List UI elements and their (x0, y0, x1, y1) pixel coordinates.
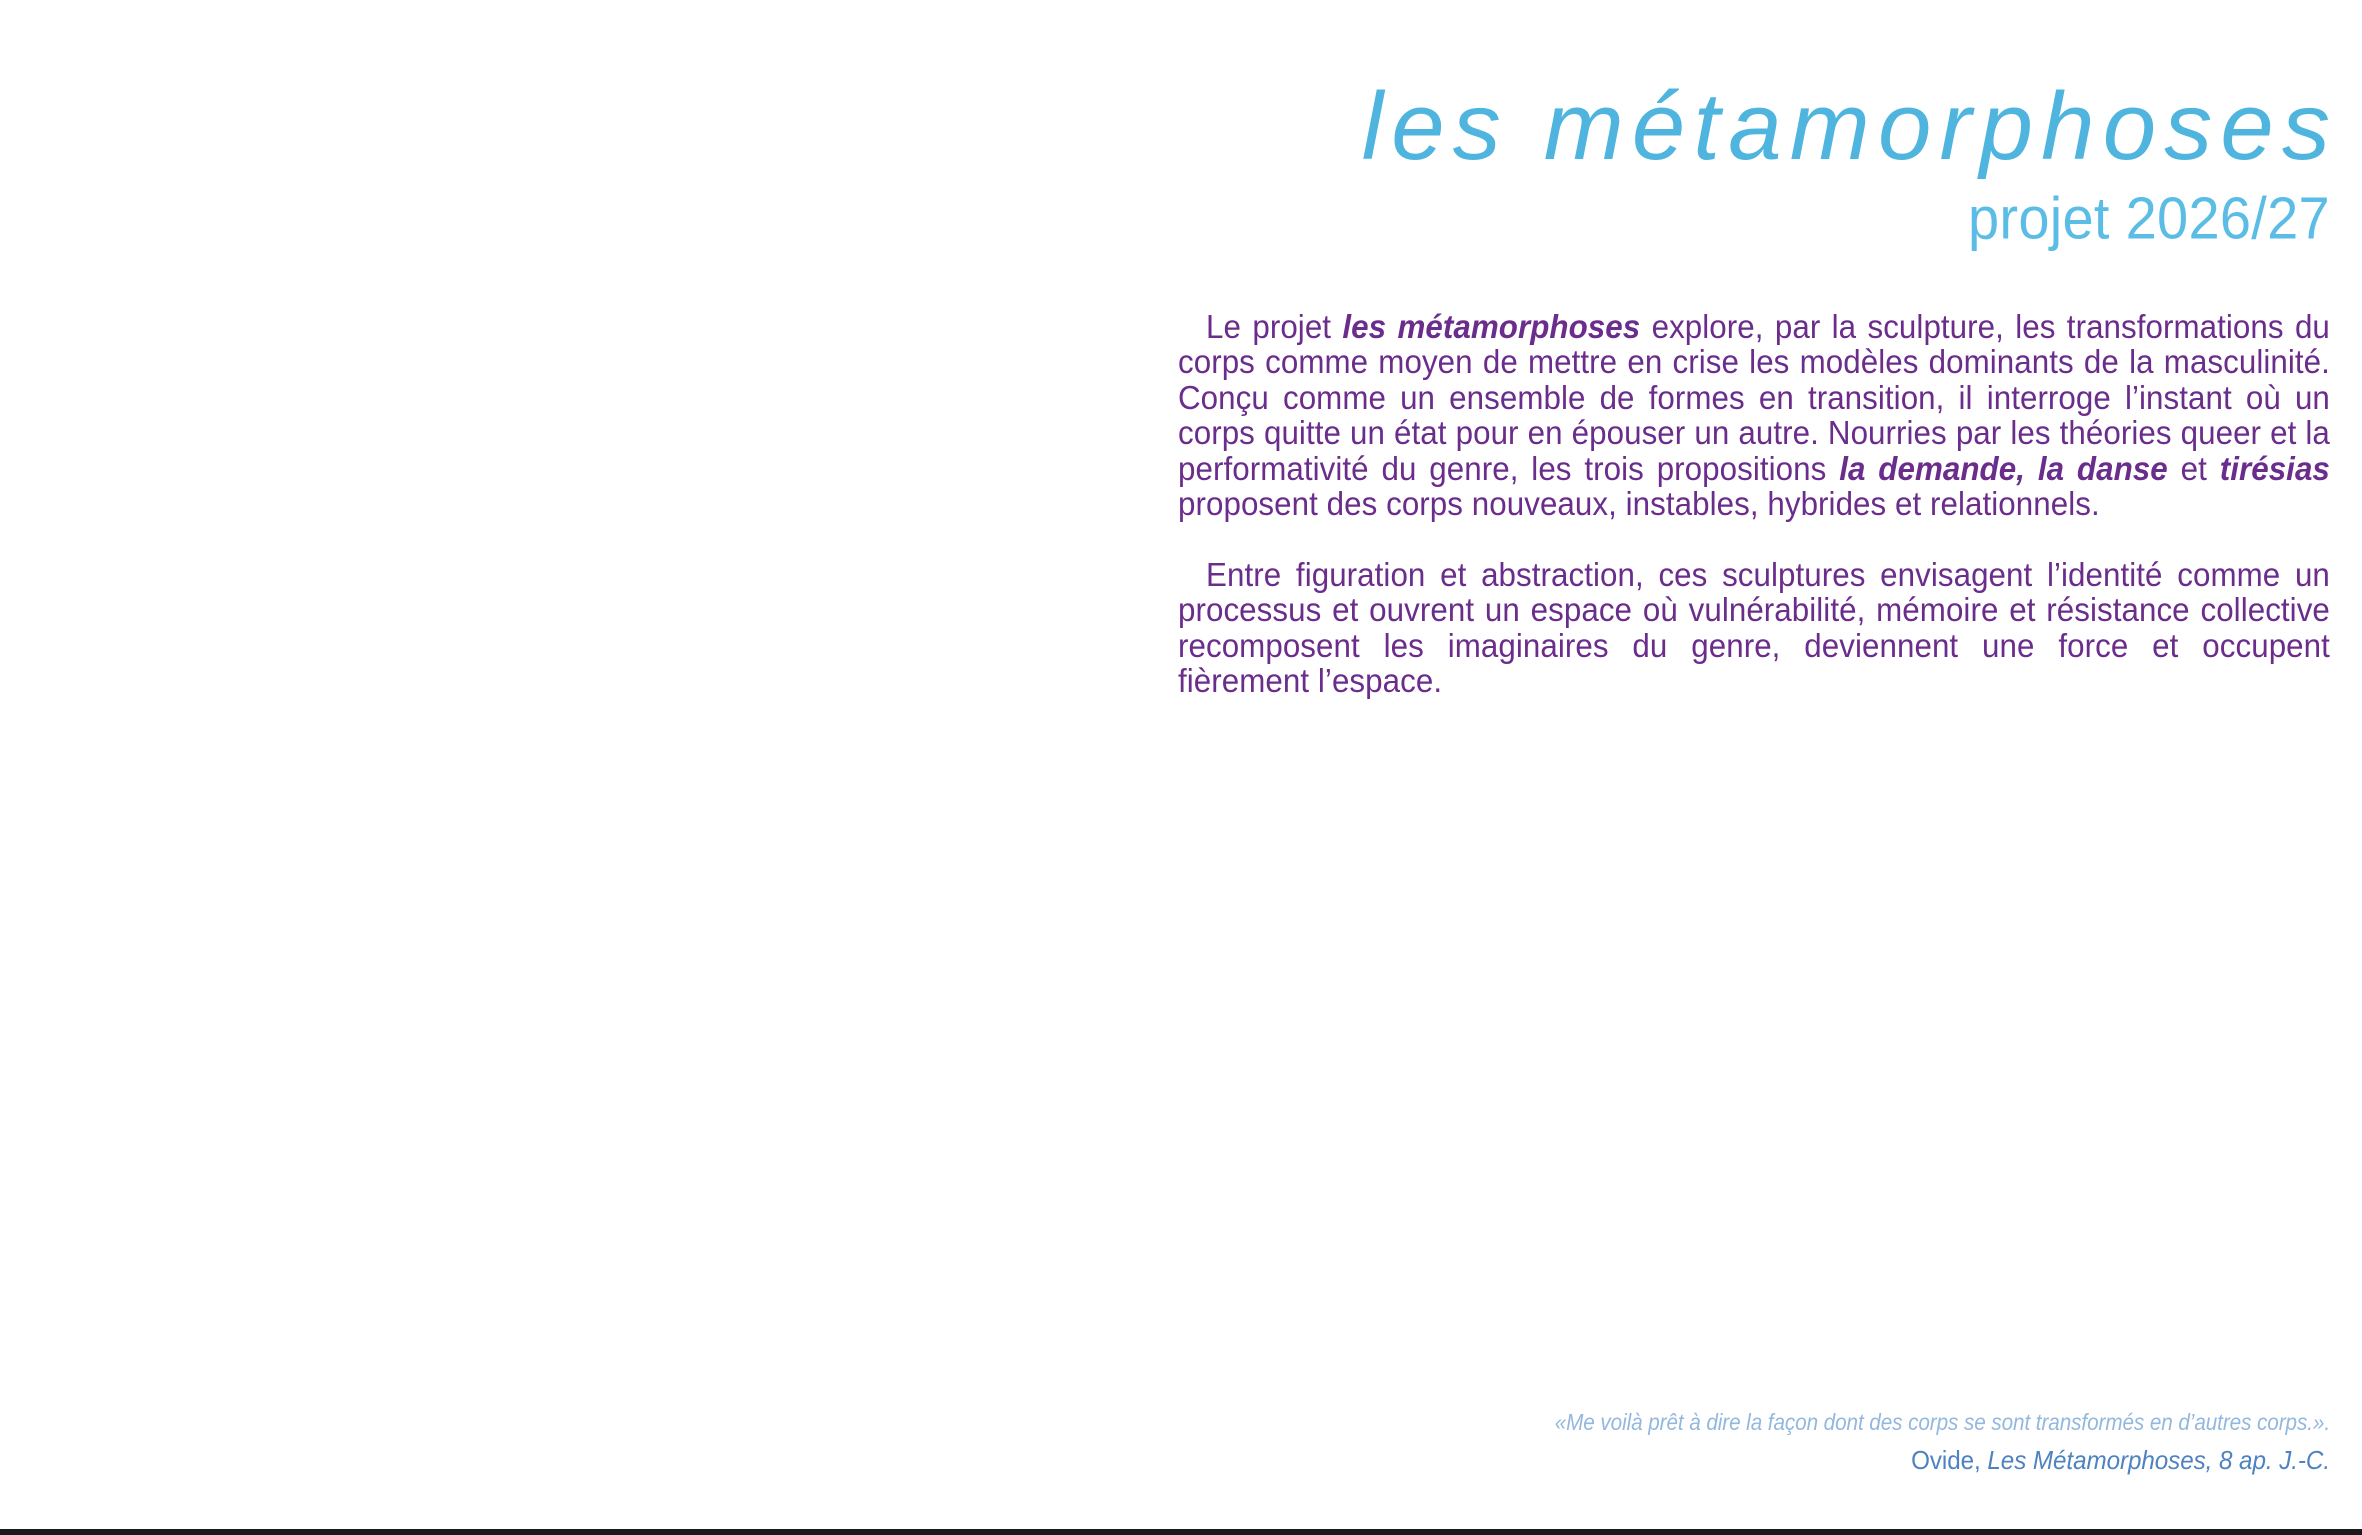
paragraph-1-mid-2: et (2167, 450, 2220, 488)
page-subtitle: projet 2026/27 (1968, 184, 2330, 252)
quotation-work: Les Métamorphoses, 8 ap. J.-C. (1987, 1445, 2330, 1475)
paragraph-1 (1178, 310, 2330, 522)
body-copy (1178, 310, 2330, 699)
paragraph-1-emphasis-work-2: tirésias (2219, 450, 2330, 488)
paragraph-2: Entre figuration et abstraction, ces sculptures envisagent l’identité comme un processus et ouvrent un espace où vulnérabilité, mémoire et résistance collective recomposent les imaginaires du genre, deviennent une force et occupent fièrement l’espace. (1178, 556, 2330, 701)
paragraph-1-emphasis-project-title: les métamorphoses (1342, 309, 1641, 346)
page-title: les métamorphoses (1361, 73, 2339, 180)
paragraph-1-emphasis-work-1: la demande, la danse (1839, 450, 2168, 488)
bottom-rule (0, 1529, 2362, 1535)
paragraph-1-tail: proposent des corps nouveaux, instables, hybrides et relationnels. (1178, 486, 2100, 524)
quotation-block (1178, 1408, 2330, 1475)
quotation-author: Ovide, (1911, 1445, 1988, 1475)
paragraph-1-mid-1: explore, par la sculpture, les transformations du corps comme moyen de mettre en crise les modèles dominants de la masculinité. Conçu comme un ensemble de formes en transition, il interroge l’instant où un corps quitte un état pour en épouser un autre. Nourries par les théories queer et la performativité du genre, les trois propositions (1178, 309, 2330, 488)
paragraph-1-lead: Le projet (1206, 309, 1343, 346)
right-column (1178, 0, 2339, 1535)
quotation-text: «Me voilà prêt à dire la façon dont des corps se sont transformés en d’autres corps.». (1554, 1409, 2330, 1435)
masthead (1178, 0, 2339, 252)
quotation-attribution (1259, 1445, 2330, 1475)
